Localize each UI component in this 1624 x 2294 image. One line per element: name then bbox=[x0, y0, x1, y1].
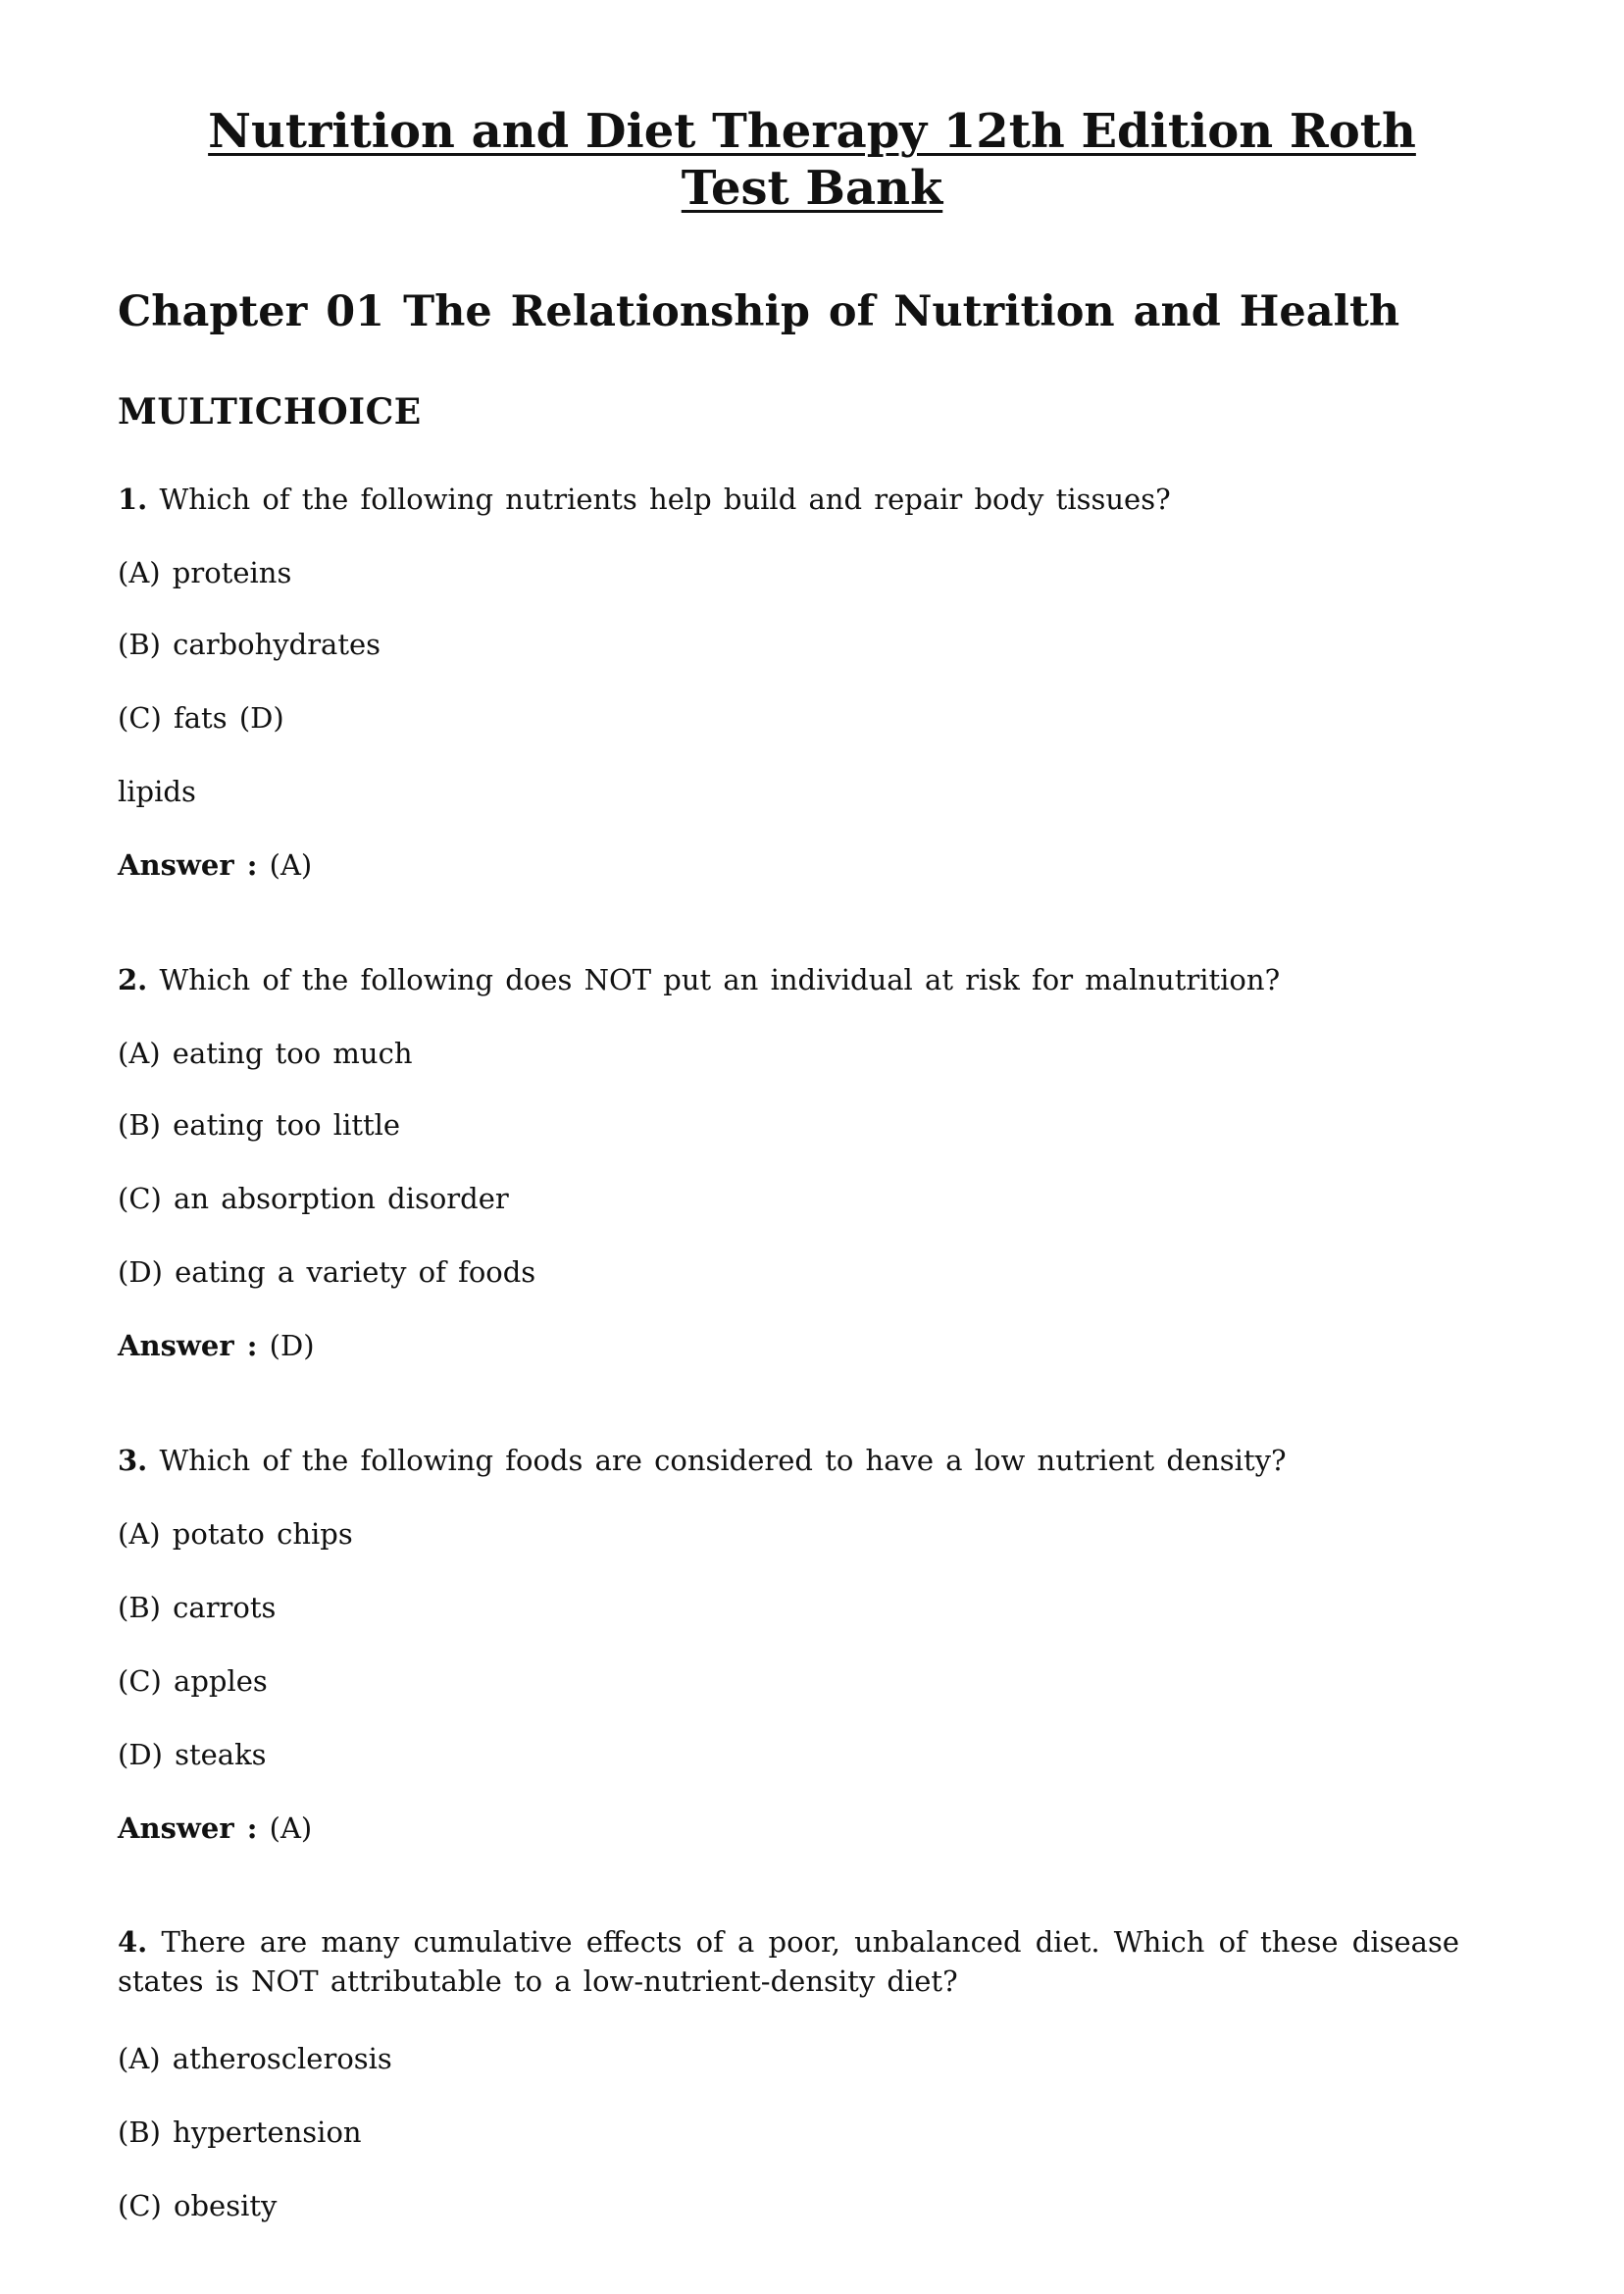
option-item: (B) carbohydrates bbox=[118, 628, 381, 661]
answer-line bbox=[118, 1810, 312, 1847]
question-text: There are many cumulative effects of a poor, unbalanced diet. Which of these disease states is NOT attributable to a low-nutrient-density diet? bbox=[118, 1925, 1460, 1998]
option-item: (C) an absorption disorder bbox=[118, 1182, 509, 1215]
option-item: (D) eating a variety of foods bbox=[118, 1255, 536, 1289]
question-number: 4. bbox=[118, 1925, 148, 1959]
answer-value: (A) bbox=[269, 848, 313, 882]
option-item: lipids bbox=[118, 775, 196, 808]
question-3 bbox=[118, 1442, 1287, 1479]
answer-line bbox=[118, 1327, 315, 1364]
section-heading: MULTICHOICE bbox=[118, 391, 422, 433]
question-4 bbox=[118, 1922, 1459, 2001]
answer-label: Answer : bbox=[118, 1811, 258, 1845]
option-item: (B) hypertension bbox=[118, 2116, 362, 2149]
question-number: 2. bbox=[118, 963, 148, 996]
answer-value: (A) bbox=[269, 1811, 313, 1845]
answer-label: Answer : bbox=[118, 848, 258, 882]
question-1 bbox=[118, 481, 1171, 518]
question-2 bbox=[118, 961, 1280, 998]
answer-label: Answer : bbox=[118, 1329, 258, 1362]
question-text: Which of the following foods are considered to have a low nutrient density? bbox=[159, 1444, 1287, 1477]
answer-line bbox=[118, 846, 312, 884]
question-number: 3. bbox=[118, 1444, 148, 1477]
option-item: (B) carrots bbox=[118, 1591, 277, 1624]
question-number: 1. bbox=[118, 483, 148, 516]
document-subtitle: Test Bank bbox=[681, 161, 943, 216]
question-text: Which of the following does NOT put an individual at risk for malnutrition? bbox=[159, 963, 1281, 996]
answer-value: (D) bbox=[269, 1329, 315, 1362]
question-text: Which of the following nutrients help build and repair body tissues? bbox=[159, 483, 1171, 516]
option-item: (B) eating too little bbox=[118, 1108, 401, 1142]
option-item: (A) potato chips bbox=[118, 1517, 353, 1551]
option-item: (A) atherosclerosis bbox=[118, 2042, 392, 2075]
chapter-heading: Chapter 01 The Relationship of Nutrition and Health bbox=[118, 287, 1400, 336]
option-item: (C) obesity bbox=[118, 2189, 278, 2222]
option-item: (C) apples bbox=[118, 1664, 268, 1698]
option-item: (A) proteins bbox=[118, 556, 292, 589]
document-title: Nutrition and Diet Therapy 12th Edition Roth bbox=[208, 104, 1416, 159]
option-item: (C) fats (D) bbox=[118, 701, 284, 735]
option-item: (D) steaks bbox=[118, 1738, 267, 1771]
option-item: (A) eating too much bbox=[118, 1037, 413, 1070]
